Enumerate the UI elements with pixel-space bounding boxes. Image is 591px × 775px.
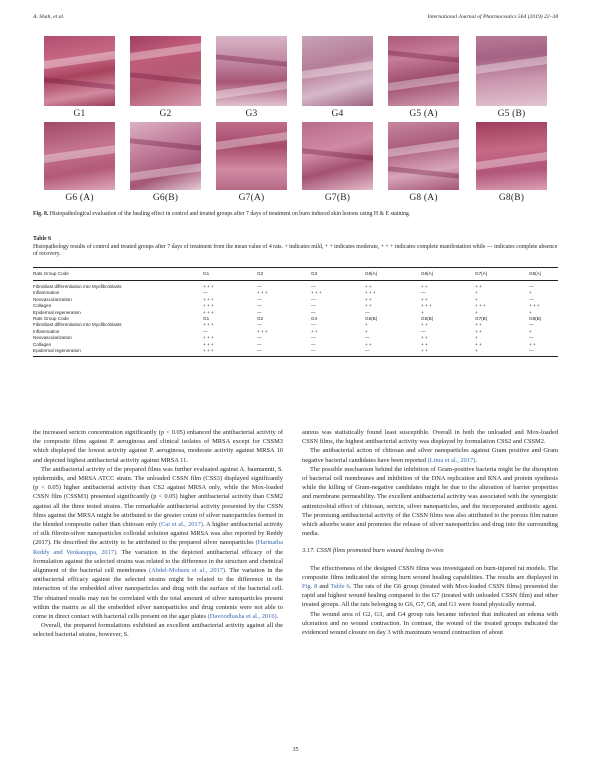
table-cell: Rats Group Code xyxy=(33,315,69,321)
table-cell: Neovascularization xyxy=(33,335,72,341)
panel-label: G3 xyxy=(245,109,258,119)
table-cell: + + xyxy=(365,341,372,347)
header-journal: International Journal of Pharmaceutics 564 (2019) 22–38 xyxy=(427,14,558,20)
table-cell: — xyxy=(257,341,262,347)
table-cell: + + xyxy=(365,296,372,302)
running-header xyxy=(33,14,558,26)
table-cell: — xyxy=(203,328,208,334)
figure-caption-text: Histopathological evaluation of the healing effect in control and treated groups after 7 days of treatment on burn induced skin lesions using H & E staining. xyxy=(48,211,411,217)
table-cell: — xyxy=(311,309,316,315)
panel-label: G5 (B) xyxy=(497,109,526,119)
table-cell: Inflammation xyxy=(33,328,60,334)
table-cell: + + xyxy=(421,284,428,289)
table-cell: + + + xyxy=(257,328,268,334)
table-cell: G5(B) xyxy=(365,315,378,321)
table-cell: — xyxy=(257,322,262,328)
table-cell: + xyxy=(365,322,368,328)
panel-label: G6(B) xyxy=(152,193,179,203)
table-cell: — xyxy=(365,347,370,353)
micrograph-g1 xyxy=(44,36,115,106)
micrograph-g8b xyxy=(476,122,547,190)
table-cell: + + xyxy=(311,328,318,334)
table-cell: — xyxy=(311,284,316,289)
table-cell: — xyxy=(257,303,262,309)
table-cell: + + + xyxy=(203,303,214,309)
table-cell: — xyxy=(257,284,262,289)
table-cell: — xyxy=(311,303,316,309)
micrograph-g7b xyxy=(302,122,373,190)
table-cell: — xyxy=(257,335,262,341)
table-header-cell: G6(A) xyxy=(421,271,434,276)
table-cell: — xyxy=(311,347,316,353)
table-cell: + xyxy=(529,328,532,334)
table-cell: Epidermal regeneration xyxy=(33,309,81,315)
table-cell: Collagen xyxy=(33,341,52,347)
paragraph: The possible mechanism behind the inhibition of Gram-positive bacteria might be the disruption of bacterial cell membranes and inhibition of the DNA replication and RNA and protein synthesis while the killing of Gram-negative candidates might be due to the alteration of barrier properties and membrane permeability. The excellent antibacterial activity was associated with the synergistic antimicrobial effect of chitosan, sericin, silver nanoparticles, and the incorporated antibiotic agent. The promising antibacterial activity of the CSSN films was also attributed to the porous film nature which adsorbs water and promotes the release of silver nanoparticles and drug into the surrounding media. xyxy=(302,465,558,538)
table-cell: G1 xyxy=(203,315,210,321)
table-cell: + + + xyxy=(203,309,214,315)
text-run: The antibacterial activity of the prepared films was further evaluated against A. baumannii, S. epidermidis, and MRSA ATCC strain. The unloaded CSSN film (CSS3) displayed significantly (p < 0.05) higher antibacterial activity than CS2 against MRSA only, while the Mox-loaded CSSN film (CSSM3) presented significantly (p < 0.05) higher antibacterial activity than CSM2 against all the three tested strains. The remarkable antibacterial activity presented by the CSSN films against the MRSA might be attributed to the greater count of silver nanoparticles formed in the blended composite rather than chitosan only xyxy=(33,465,283,529)
table-cell: G7(B) xyxy=(475,315,488,321)
table-header-row xyxy=(33,268,558,280)
table-cell: + + xyxy=(365,284,372,289)
section-heading: 3.17. CSSN films promoted burn wound healing in-vivo xyxy=(302,547,444,555)
table-cell: + + xyxy=(365,303,372,309)
table-cell: Fibroblast differentiation into Myofibroblasts xyxy=(33,284,122,289)
table-cell: Collagen xyxy=(33,303,52,309)
table-cell: — xyxy=(529,347,534,353)
text-run: . The variation in the depicted antibacterial efficacy of the formulation against the selected strains was related to the difference in the structure and chemical alignment of the bacterial cell membranes xyxy=(33,548,283,575)
table-cell: — xyxy=(203,290,208,296)
table-cell: — xyxy=(257,309,262,315)
paragraph: the increased sericin concentration significantly (p < 0.05) enhanced the antibacterial activity of the composite films against P. aeruginosa and clinical isolates of MRSA except for CSSM3 which displayed the lowest activity against P. aeruginosa, moderate activity against MRSA 10 and depicted highest antibacterial activity against MRSA 11. xyxy=(33,429,283,464)
text-run: and xyxy=(317,583,331,591)
text-run: The antibacterial action of chitosan and silver nanoparticles against Gram positive and Gram negative bacterial candidates have been reported xyxy=(302,447,558,464)
left-column xyxy=(33,428,283,640)
table-cell: + + + xyxy=(311,290,322,296)
panel-label: G2 xyxy=(159,109,172,119)
reference-link[interactable]: (Harinatha Reddy and Venkatappa, 2017) xyxy=(33,539,283,556)
table-cell: + xyxy=(475,347,478,353)
table-cell: + + xyxy=(421,296,428,302)
table-cell: + + xyxy=(421,335,428,341)
figure-caption xyxy=(33,210,558,218)
micrograph-g5b xyxy=(476,36,547,106)
table-cell: + xyxy=(421,309,424,315)
table-cell: + xyxy=(475,309,478,315)
micrograph-g8a xyxy=(388,122,459,190)
panel-label: G6 (A) xyxy=(65,193,94,203)
table-header-cell: G7(A) xyxy=(475,271,488,276)
table-cell: — xyxy=(421,290,426,296)
table-cell: + + + xyxy=(529,303,540,309)
table-cell: Epidermal regeneration xyxy=(33,347,81,353)
panel-label: G7(B) xyxy=(324,193,351,203)
panel-label: G8(B) xyxy=(498,193,525,203)
table-cell: — xyxy=(311,322,316,328)
table-cell: + xyxy=(475,335,478,341)
table-cell: — xyxy=(311,296,316,302)
paragraph: aureus was statistically found least susceptible. Overall in both the unloaded and Mox-loaded CSSN films, the highest antibacterial activity was displayed by formulation CSS2 and CSSM2. xyxy=(302,429,558,446)
table-cell: Inflammation xyxy=(33,290,60,296)
table-cell: + + + xyxy=(257,290,268,296)
table-cell: + + xyxy=(475,328,482,334)
panel-label: G1 xyxy=(73,109,86,119)
table-cell: + + xyxy=(421,322,428,328)
table-body xyxy=(33,281,558,354)
table-cell: + xyxy=(365,328,368,334)
header-authors: A. Shah, et al. xyxy=(33,14,65,20)
micrograph-g6a xyxy=(44,122,115,190)
panel-label: G5 (A) xyxy=(409,109,438,119)
reference-link[interactable]: (Davoodbasha et al., 2016) xyxy=(207,613,277,621)
table-cell: — xyxy=(421,328,426,334)
table-row xyxy=(33,348,558,354)
table-rule xyxy=(33,356,558,357)
table-cell: + xyxy=(475,296,478,302)
table-cell: — xyxy=(257,296,262,302)
paragraph xyxy=(302,564,558,610)
table-cell: + + xyxy=(529,341,536,347)
table-cell: + xyxy=(529,290,532,296)
micrograph-g4 xyxy=(302,36,373,106)
panel-label: G8 (A) xyxy=(409,193,438,203)
paragraph xyxy=(302,446,558,464)
text-run: . A higher antibacterial activity of silk fibroin-silver nanoparticles colloidal solution against MRSA was also reported by Reddy (2017). He described the activity to be attributed to the prepared silver nanoparticles xyxy=(33,521,284,547)
table-cell: — xyxy=(529,296,534,302)
table-cell: + + + xyxy=(203,296,214,302)
micrograph-g5a xyxy=(388,36,459,106)
paragraph xyxy=(33,465,283,621)
table-header-cell: G3 xyxy=(311,271,318,276)
text-run: . xyxy=(475,456,477,464)
paragraph: The wound area of G2, G3, and G4 group rats became infected that indicated an edema with ulceration and no wound contraction. In contrast, the wound of the treated groups indicated the evidenced wound closure on day 3 with maximum wound contraction of about xyxy=(302,610,558,637)
table-link[interactable]: Table 6 xyxy=(330,583,350,591)
table-cell: + + + xyxy=(203,347,214,353)
table-cell: — xyxy=(257,347,262,353)
histopathology-table xyxy=(33,267,558,357)
table-cell: — xyxy=(529,322,534,328)
text-run: . The variation in the antibacterial efficacy against the selected strains might be related to the difference in the interaction of the embedded silver nanoparticles and drug with the surface of the bacterial cell. The obtained results may not be correlated with the total amount of silver nanoparticles present within the matrix as all the embedded silver nanoparticles and drug contents were not able to come in direct contact with bacterial cells present on the agar plates xyxy=(33,567,284,621)
micrograph-g3 xyxy=(216,36,287,106)
micrograph-g2 xyxy=(130,36,201,106)
paragraph: Overall, the prepared formulations exhibited an excellent antibacterial activity against all the selected bacterial strains, however, S. xyxy=(33,622,283,639)
reference-link[interactable]: (Abdel-Mohsen et al., 2017) xyxy=(148,567,226,575)
table-cell: Fibroblast differentiation into Myofibroblasts xyxy=(33,322,122,328)
table-header-cell: G5(A) xyxy=(365,271,378,276)
right-column xyxy=(302,428,558,637)
table-cell: + xyxy=(475,290,478,296)
table-cell: Neovascularization xyxy=(33,296,72,302)
reference-link[interactable]: (Lima et al., 2017) xyxy=(427,456,476,464)
figure-caption-label: Fig. 8. xyxy=(33,211,49,217)
table-cell: G6(B) xyxy=(421,315,434,321)
table-cell: — xyxy=(311,335,316,341)
table-header-cell: G1 xyxy=(203,271,210,276)
table-cell: + + + xyxy=(203,322,214,328)
table-cell: + + + xyxy=(365,290,376,296)
table-cell: + + + xyxy=(203,335,214,341)
table-cell: G4 xyxy=(311,315,318,321)
table-cell: — xyxy=(529,335,534,341)
reference-link[interactable]: (Cai et al., 2017) xyxy=(158,521,203,529)
table-heading xyxy=(33,236,558,259)
panel-label: G4 xyxy=(331,109,344,119)
table-cell: + + + xyxy=(203,284,214,289)
table-cell: + + xyxy=(421,347,428,353)
page-number: 35 xyxy=(292,747,299,753)
text-run: . xyxy=(276,613,279,621)
micrograph-g6b xyxy=(130,122,201,190)
table-cell: + + xyxy=(475,322,482,328)
text-run: . The rats of the G6 group (treated with Mox-loaded CSSN films) presented the rapid and highest wound healing compared to the G7 (treated with unloaded CSSN film) and other treated groups. All the rats belonging to G6, G7, G8, and G1 were found physically normal. xyxy=(302,583,558,609)
table-cell: — xyxy=(529,284,534,289)
table-cell: — xyxy=(365,335,370,341)
histology-figure xyxy=(44,36,547,208)
table-header-cell: G2 xyxy=(257,271,264,276)
table-cell: + + + xyxy=(475,303,486,309)
table-title: Histopathology results of control and treated groups after 7 days of treatment from the mean value of 4 rats. + indicates mild, + + indicates moderate, + + + indicates complete manifestation while — indicates complete absence of recovery. xyxy=(33,243,558,258)
table-header-cell: G8(A) xyxy=(529,271,542,276)
table-cell: — xyxy=(365,309,370,315)
micrograph-g7a xyxy=(216,122,287,190)
table-cell: + + xyxy=(421,341,428,347)
text-run: The effectiveness of the designed CSSN films was investigated on burn-injured rat models. The composite films indicated the strong burn wound healing capabilities. The results are displayed in xyxy=(302,564,558,581)
table-header-cell: Rats Group Code xyxy=(33,271,69,276)
table-cell: — xyxy=(311,341,316,347)
table-cell: G8(B) xyxy=(529,315,542,321)
table-cell: + + + xyxy=(421,303,432,309)
table-cell: + + + xyxy=(203,341,214,347)
figure-link[interactable]: Fig. 8 xyxy=(302,583,318,591)
table-cell: + xyxy=(529,309,532,315)
table-label: Table 6 xyxy=(33,236,51,242)
panel-label: G7(A) xyxy=(238,193,265,203)
table-cell: + + xyxy=(475,284,482,289)
table-cell: G2 xyxy=(257,315,264,321)
table-cell: + + xyxy=(475,341,482,347)
